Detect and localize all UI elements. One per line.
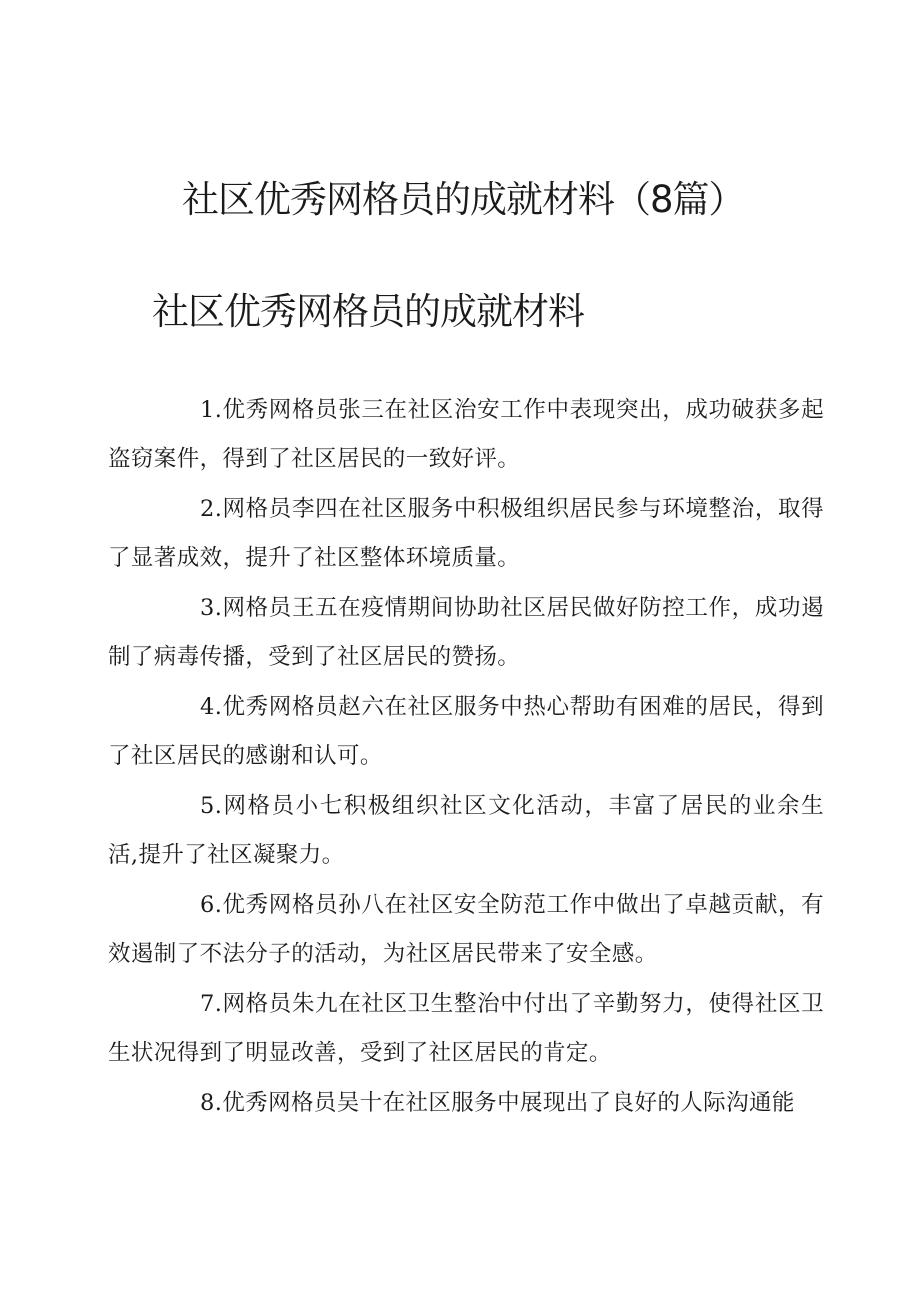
item-text: .网格员李四在社区服务中积极组织居民参与环境整治，取得了显著成效，提升了社区整体环境质量。 (108, 496, 824, 571)
list-item (108, 980, 824, 1077)
item-text: .网格员小七积极组织社区文化活动，丰富了居民的业余生活,提升了社区凝聚力。 (108, 793, 824, 868)
list-item (108, 485, 824, 582)
item-text: .优秀网格员孙八在社区安全防范工作中做出了卓越贡献，有效遏制了不法分子的活动，为社区居民带来了安全感。 (108, 892, 824, 967)
achievement-list (108, 386, 824, 1131)
item-number: 5 (200, 793, 215, 819)
item-number: 2 (200, 496, 215, 522)
document-title: 社区优秀网格员的成就材料（8篇） (182, 178, 745, 221)
item-number: 4 (200, 694, 215, 720)
item-text: .网格员王五在疫情期间协助社区居民做好防控工作，成功遏制了病毒传播，受到了社区居民的赞扬。 (108, 595, 824, 670)
item-number: 3 (200, 595, 215, 621)
list-item (108, 584, 824, 681)
item-number: 1 (200, 397, 215, 423)
item-number: 6 (200, 892, 215, 918)
item-text: .优秀网格员吴十在社区服务中展现出了良好的人际沟通能 (214, 1090, 795, 1116)
section-title: 社区优秀网格员的成就材料 (152, 290, 584, 333)
item-number: 7 (200, 991, 215, 1017)
item-text: .优秀网格员赵六在社区服务中热心帮助有困难的居民，得到了社区居民的感谢和认可。 (108, 694, 824, 769)
list-item (108, 881, 824, 978)
item-text: .网格员朱九在社区卫生整治中付出了辛勤努力，使得社区卫生状况得到了明显改善，受到了社区居民的肯定。 (108, 991, 824, 1066)
item-text: .优秀网格员张三在社区治安工作中表现突出，成功破获多起盗窃案件，得到了社区居民的一致好评。 (108, 397, 824, 472)
list-item (108, 1079, 824, 1129)
list-item (108, 782, 824, 879)
list-item (108, 683, 824, 780)
item-number: 8 (200, 1090, 215, 1116)
list-item (108, 386, 824, 483)
